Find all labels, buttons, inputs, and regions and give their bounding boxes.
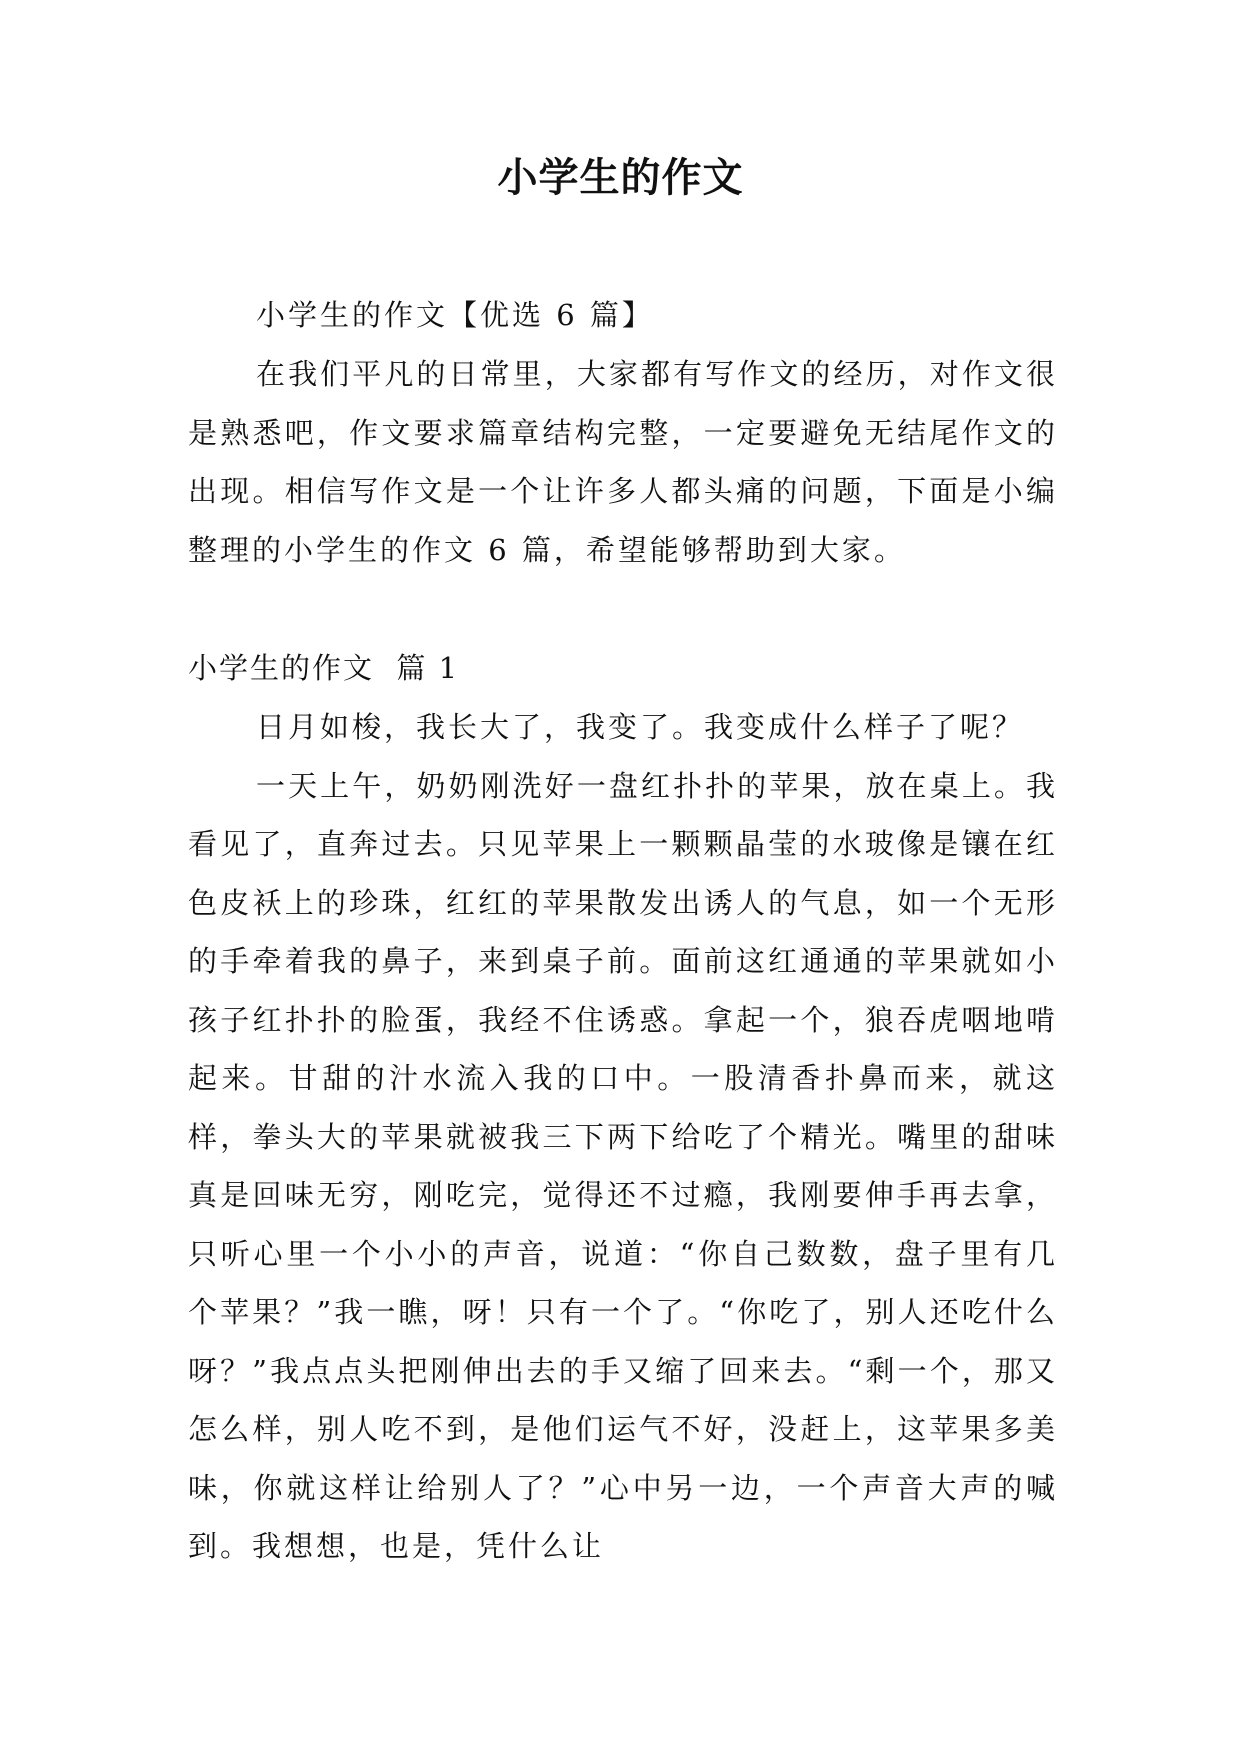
section-body	[188, 698, 1058, 1576]
body-paragraph: 一天上午，奶奶刚洗好一盘红扑扑的苹果，放在桌上。我看见了，直奔过去。只见苹果上一颗颗晶莹的水玻像是镶在红色皮袄上的珍珠，红红的苹果散发出诱人的气息，如一个无形的手牵着我的鼻子，来到桌子前。面前这红通通的苹果就如小孩子红扑扑的脸蛋，我经不住诱惑。拿起一个，狼吞虎咽地啃起来。甘甜的汁水流入我的口中。一股清香扑鼻而来，就这样，拳头大的苹果就被我三下两下给吃了个精光。嘴里的甜味真是回味无穷，刚吃完，觉得还不过瘾，我刚要伸手再去拿，只听心里一个小小的声音，说道：“你自己数数，盘子里有几个苹果？”我一瞧，呀！只有一个了。“你吃了，别人还吃什么呀？”我点点头把刚伸出去的手又缩了回来去。“剩一个，那又怎么样，别人吃不到，是他们运气不好，没赶上，这苹果多美味，你就这样让给别人了？”心中另一边，一个声音大声的喊到。我想想，也是，凭什么让	[188, 768, 1058, 1563]
section-heading: 小学生的作文 篇 1	[188, 651, 460, 685]
intro-paragraph: 在我们平凡的日常里，大家都有写作文的经历，对作文很是熟悉吧，作文要求篇章结构完整，一定要避免无结尾作文的出现。相信写作文是一个让许多人都头痛的问题，下面是小编整理的小学生的作文 6 篇，希望能够帮助到大家。	[188, 357, 1058, 567]
document-title: 小学生的作文	[497, 155, 744, 201]
document-subtitle: 小学生的作文【优选 6 篇】	[256, 298, 654, 332]
body-paragraph: 日月如梭，我长大了，我变了。我变成什么样子了呢？	[256, 710, 1025, 744]
